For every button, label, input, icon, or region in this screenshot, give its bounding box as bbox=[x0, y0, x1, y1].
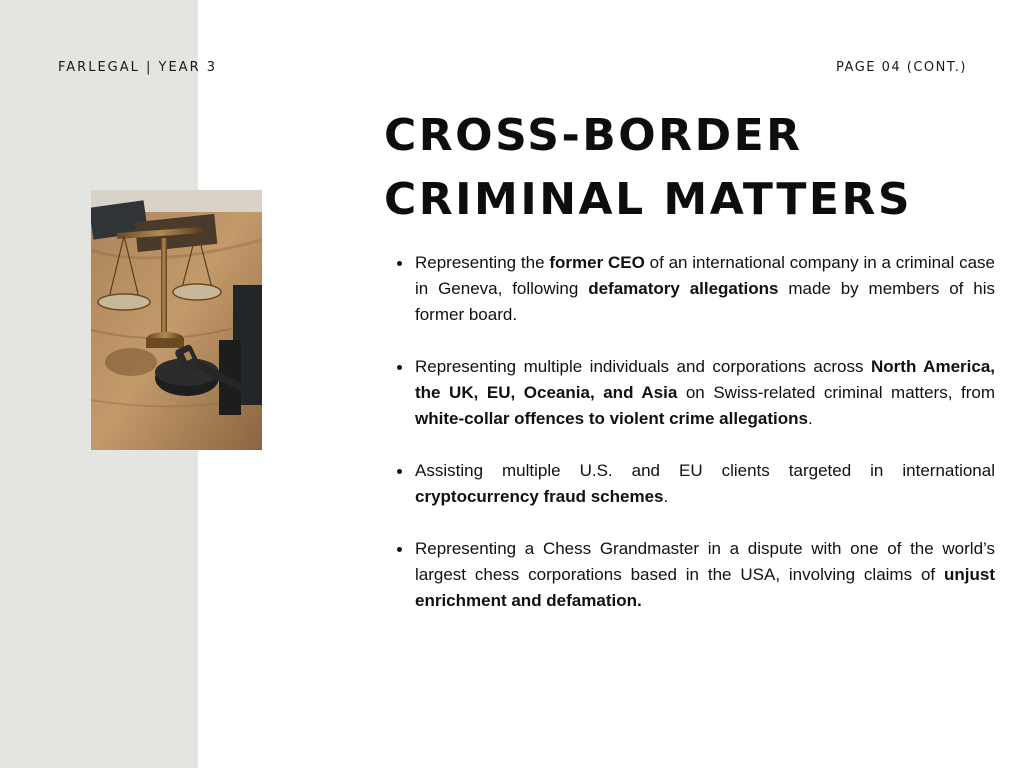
page-title bbox=[384, 104, 984, 232]
justice-scales-photo bbox=[91, 190, 262, 450]
header-brand: FARLEGAL | YEAR 3 bbox=[58, 60, 218, 75]
list-item: Assisting multiple U.S. and EU clients targeted in international cryptocurrency fraud schemes. bbox=[396, 458, 995, 510]
list-item: Representing multiple individuals and corporations across North America, the UK, EU, Oceania, and Asia on Swiss-related criminal matters, from white-collar offences to violent crime allegations. bbox=[396, 354, 995, 432]
list-item: Representing the former CEO of an international company in a criminal case in Geneva, following defamatory allegations made by members of his former board. bbox=[396, 250, 995, 328]
matters-list bbox=[396, 250, 995, 640]
page-title-line-1: CROSS-BORDER bbox=[384, 110, 803, 161]
list-item: Representing a Chess Grandmaster in a dispute with one of the world’s largest chess corporations based in the USA, involving claims of unjust enrichment and defamation. bbox=[396, 536, 995, 614]
header-page-number: PAGE 04 (CONT.) bbox=[836, 60, 967, 75]
page-title-line-2: CRIMINAL MATTERS bbox=[384, 174, 913, 225]
scales-gavel-illustration bbox=[91, 190, 262, 450]
